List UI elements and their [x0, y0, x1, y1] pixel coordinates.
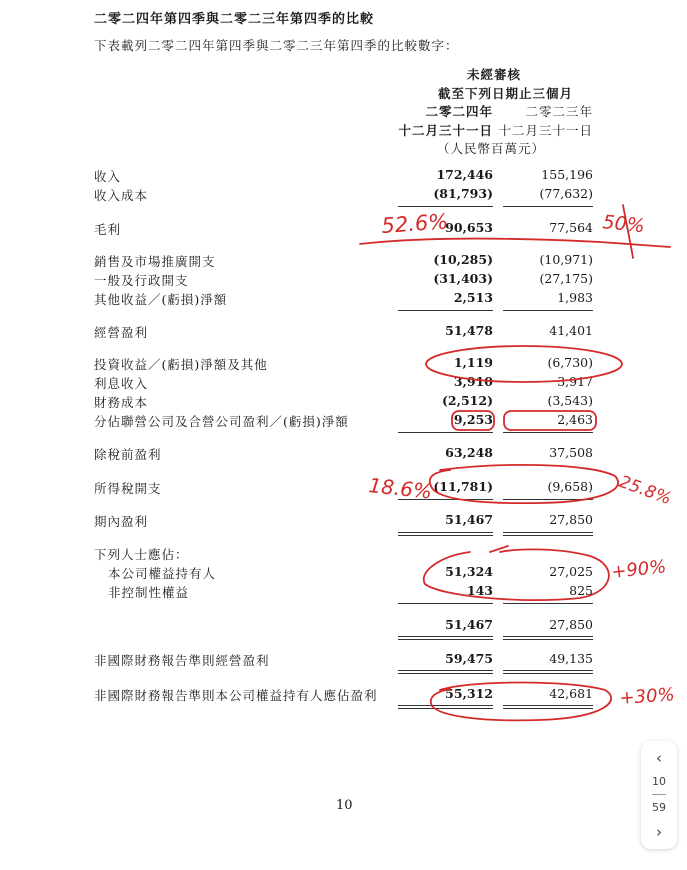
non-ifrs-operating-profit-2023: 49,135: [549, 651, 593, 666]
table-rule: [398, 708, 493, 709]
interest-income-2024: 3,910: [453, 374, 493, 389]
tax-rate-2024-note: 18.6%: [367, 473, 434, 504]
investment-gains-2023: (6,730): [547, 355, 593, 370]
total-pages-indicator: 59: [652, 801, 666, 814]
table-rule: [398, 636, 493, 637]
row-label-finance-costs: 財務成本: [94, 395, 149, 410]
total-attributable-2024: 51,467: [445, 617, 493, 632]
table-rule: [503, 535, 593, 536]
revenue-2024: 172,446: [436, 167, 493, 182]
gross-profit-2023: 77,564: [549, 220, 593, 235]
row-label-non-ifrs-attributable-profit: 非國際財務報告準則本公司權益持有人應佔盈利: [94, 688, 378, 703]
table-rule: [503, 636, 593, 637]
current-page-indicator: 10: [652, 775, 666, 788]
row-label-revenue: 收入: [94, 169, 122, 184]
table-rule: [503, 206, 593, 207]
chevron-right-icon: ›: [656, 823, 662, 841]
table-rule: [398, 532, 493, 533]
income-tax-2024: (11,781): [433, 479, 493, 494]
table-rule: [503, 432, 593, 433]
table-rule: [398, 639, 493, 640]
header-unit: （人民幣百萬元）: [436, 141, 545, 156]
row-label-other-gains: 其他收益／(虧損)淨額: [94, 292, 228, 307]
row-label-attributable-to: 下列人士應佔：: [94, 547, 189, 562]
cost-of-revenue-2023: (77,632): [539, 186, 593, 201]
header-col1-date: 十二月三十一日: [398, 123, 493, 138]
profit-before-tax-2024: 63,248: [445, 445, 493, 460]
cost-of-revenue-2024: (81,793): [433, 186, 493, 201]
table-rule: [398, 499, 493, 500]
table-rule: [398, 670, 493, 671]
row-label-non-controlling: 非控制性權益: [108, 585, 190, 600]
page-number: 10: [336, 798, 353, 813]
row-label-non-ifrs-operating-profit: 非國際財務報告準則經營盈利: [94, 653, 270, 668]
gross-margin-slash: [623, 205, 633, 258]
row-label-cost-of-revenue: 收入成本: [94, 188, 149, 203]
ink-labels: [367, 209, 675, 709]
revenue-2023: 155,196: [541, 167, 593, 182]
table-rule: [503, 310, 593, 311]
section-subtitle: 下表載列二零二四年第四季與二零二三年第四季的比較數字：: [94, 38, 459, 53]
table-rule: [503, 673, 593, 674]
table-rule: [398, 310, 493, 311]
page-separator: [652, 794, 666, 795]
finance-costs-2023: (3,543): [547, 393, 593, 408]
table-rule: [503, 639, 593, 640]
profit-for-period-2023: 27,850: [549, 512, 593, 527]
table-rule: [503, 499, 593, 500]
non-controlling-2024: 143: [466, 583, 493, 598]
tax-rate-2023-note: 25.8%: [616, 471, 674, 510]
row-label-interest-income: 利息收入: [94, 376, 149, 391]
header-col2-date: 十二月三十一日: [498, 123, 593, 138]
row-label-investment-gains: 投資收益／(虧損)淨額及其他: [94, 357, 268, 372]
table-rule: [503, 705, 593, 706]
table-rule: [398, 535, 493, 536]
admin-expenses-2024: (31,403): [433, 271, 493, 286]
chevron-left-icon: ‹: [656, 749, 662, 767]
gross-margin-2023-note: 50%: [601, 211, 646, 238]
table-rule: [503, 670, 593, 671]
non-ifrs-attributable-profit-2024: 55,312: [445, 686, 493, 701]
table-rule: [503, 532, 593, 533]
table-rule: [503, 708, 593, 709]
row-label-share-of-associates: 分佔聯營公司及合營公司盈利／(虧損)淨額: [94, 414, 349, 429]
non-ifrs-operating-profit-2024: 59,475: [445, 651, 493, 666]
profit-before-tax-2023: 37,508: [549, 445, 593, 460]
share-of-associates-2023: 2,463: [557, 412, 593, 427]
prev-page-button[interactable]: [641, 747, 677, 769]
gross-profit-2024: 90,653: [445, 220, 493, 235]
row-label-equity-holders: 本公司權益持有人: [108, 566, 217, 581]
table-rule: [398, 673, 493, 674]
operating-profit-2023: 41,401: [549, 323, 593, 338]
non-ifrs-growth-note: +30%: [618, 684, 676, 709]
other-gains-2023: 1,983: [557, 290, 593, 305]
non-ifrs-attributable-profit-2023: 42,681: [549, 686, 593, 701]
row-label-profit-for-period: 期內盈利: [94, 514, 149, 529]
section-title: 二零二四年第四季與二零二三年第四季的比較: [94, 12, 375, 27]
row-label-admin-expenses: 一般及行政開支: [94, 273, 189, 288]
row-label-selling-expenses: 銷售及市場推廣開支: [94, 254, 216, 269]
equity-holders-growth-note: +90%: [610, 556, 668, 583]
income-tax-2023: (9,658): [547, 479, 593, 494]
selling-expenses-2023: (10,971): [539, 252, 593, 267]
admin-expenses-2023: (27,175): [539, 271, 593, 286]
interest-income-2023: 3,917: [557, 374, 593, 389]
row-label-income-tax: 所得稅開支: [94, 481, 162, 496]
table-rule: [398, 206, 493, 207]
header-col1-year: 二零二四年: [425, 104, 493, 119]
investment-gains-2024: 1,119: [453, 355, 493, 370]
equity-holders-tick: [490, 546, 508, 552]
gross-profit-underline: [360, 239, 670, 248]
gross-margin-2024-note: 52.6%: [380, 209, 449, 238]
finance-costs-2024: (2,512): [442, 393, 493, 408]
selling-expenses-2024: (10,285): [433, 252, 493, 267]
table-rule: [398, 705, 493, 706]
ink-strokes: [360, 205, 670, 720]
other-gains-2024: 2,513: [453, 290, 493, 305]
row-label-profit-before-tax: 除稅前盈利: [94, 447, 162, 462]
header-period: 截至下列日期止三個月: [437, 86, 573, 101]
row-label-operating-profit: 經營盈利: [94, 325, 149, 340]
next-page-button[interactable]: [641, 821, 677, 843]
header-unaudited: 未經審核: [466, 67, 521, 82]
table-rule: [398, 432, 493, 433]
table-rule: [398, 603, 493, 604]
share-of-associates-2024: 9,253: [453, 412, 493, 427]
profit-for-period-2024: 51,467: [445, 512, 493, 527]
page-navigator: [641, 741, 677, 849]
header-col2-year: 二零二三年: [525, 104, 593, 119]
non-controlling-2023: 825: [569, 583, 593, 598]
row-label-gross-profit: 毛利: [94, 222, 122, 237]
equity-holders-2023: 27,025: [549, 564, 593, 579]
operating-profit-2024: 51,478: [445, 323, 493, 338]
equity-holders-2024: 51,324: [445, 564, 493, 579]
table-rule: [503, 603, 593, 604]
total-attributable-2023: 27,850: [549, 617, 593, 632]
